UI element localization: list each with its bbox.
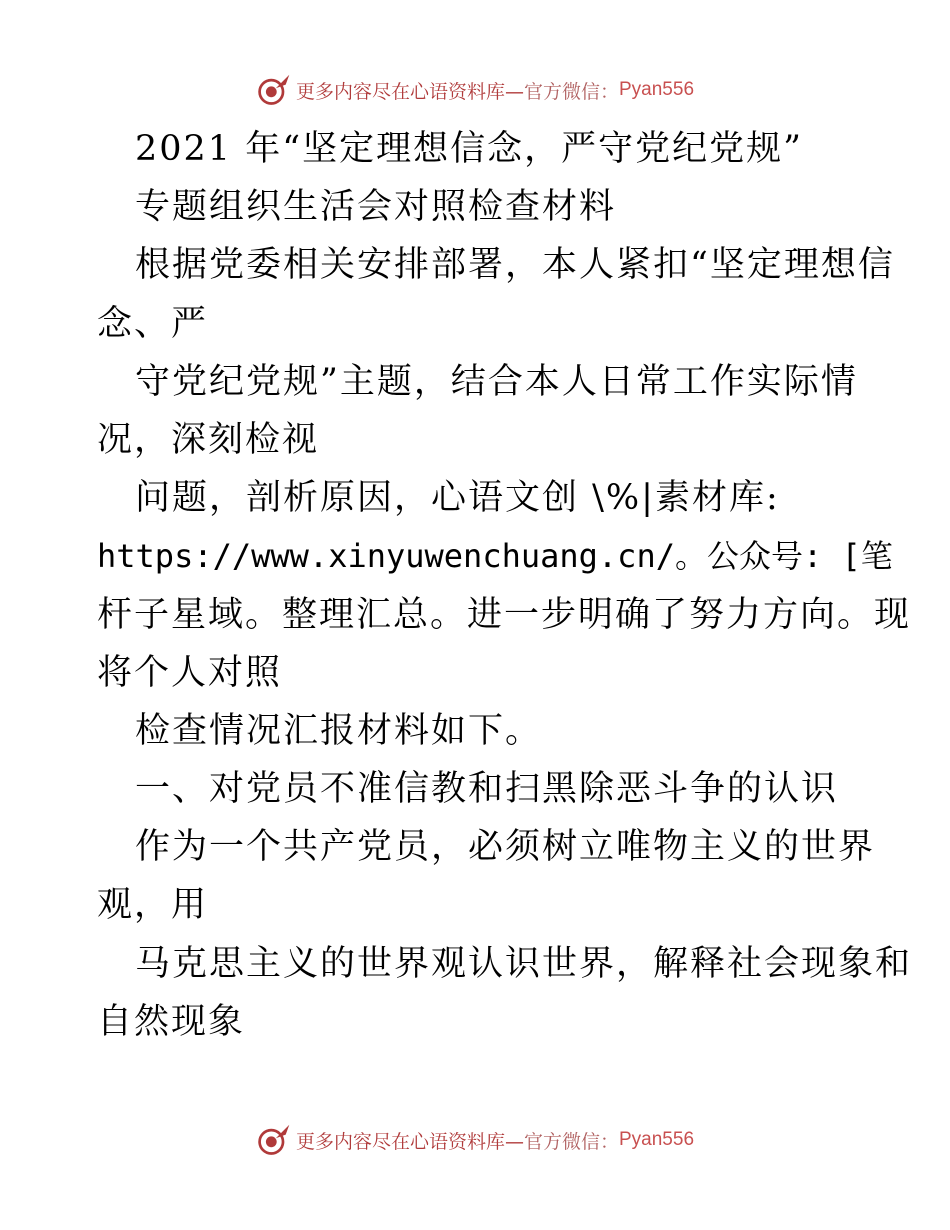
paragraph-line: 将个人对照 — [97, 652, 283, 693]
paragraph-line: 马克思主义的世界观认识世界，解释社会现象和 — [135, 943, 913, 984]
header-banner — [0, 70, 950, 110]
paragraph-line: 根据党委相关安排部署，本人紧扣“坚定理想信 — [135, 245, 895, 286]
banner-wechat-id: Pyan556 — [619, 79, 695, 100]
section-heading: 一、对党员不准信教和扫黑除恶斗争的认识 — [135, 769, 839, 810]
paragraph-line: 况，深刻检视 — [97, 419, 320, 460]
paragraph-line: 检查情况汇报材料如下。 — [135, 710, 543, 751]
doc-subtitle: 专题组织生活会对照检查材料 — [135, 187, 617, 228]
banner-text: 更多内容尽在心语资料库— — [295, 1130, 524, 1153]
paragraph-line: 作为一个共产党员，必须树立唯物主义的世界 — [135, 827, 876, 868]
paragraph-line: 杆子星域。整理汇总。进一步明确了努力方向。现 — [97, 594, 912, 635]
paragraph-line: 问题，剖析原因，心语文创 \%|素材库: — [135, 478, 780, 519]
banner-wechat-label: 官方微信： — [523, 1130, 619, 1153]
banner-wechat-id: Pyan556 — [619, 1129, 695, 1150]
paragraph-line: 自然现象 — [97, 1001, 246, 1042]
paragraph-line-url: https://www.xinyuwenchuang.cn/。公众号: [笔 — [97, 537, 893, 576]
paragraph-line: 念、严 — [97, 303, 209, 344]
quill-logo-icon — [256, 72, 292, 108]
paragraph-line: 观，用 — [97, 885, 209, 926]
doc-title: 2021 年“坚定理想信念，严守党纪党规” — [135, 129, 803, 169]
footer-banner — [0, 1120, 950, 1160]
document-body — [97, 120, 913, 1051]
banner-text: 更多内容尽在心语资料库— — [295, 80, 524, 103]
quill-logo-icon — [256, 1122, 292, 1158]
paragraph-line: 守党纪党规”主题，结合本人日常工作实际情 — [135, 361, 858, 402]
banner-wechat-label: 官方微信： — [523, 80, 619, 103]
